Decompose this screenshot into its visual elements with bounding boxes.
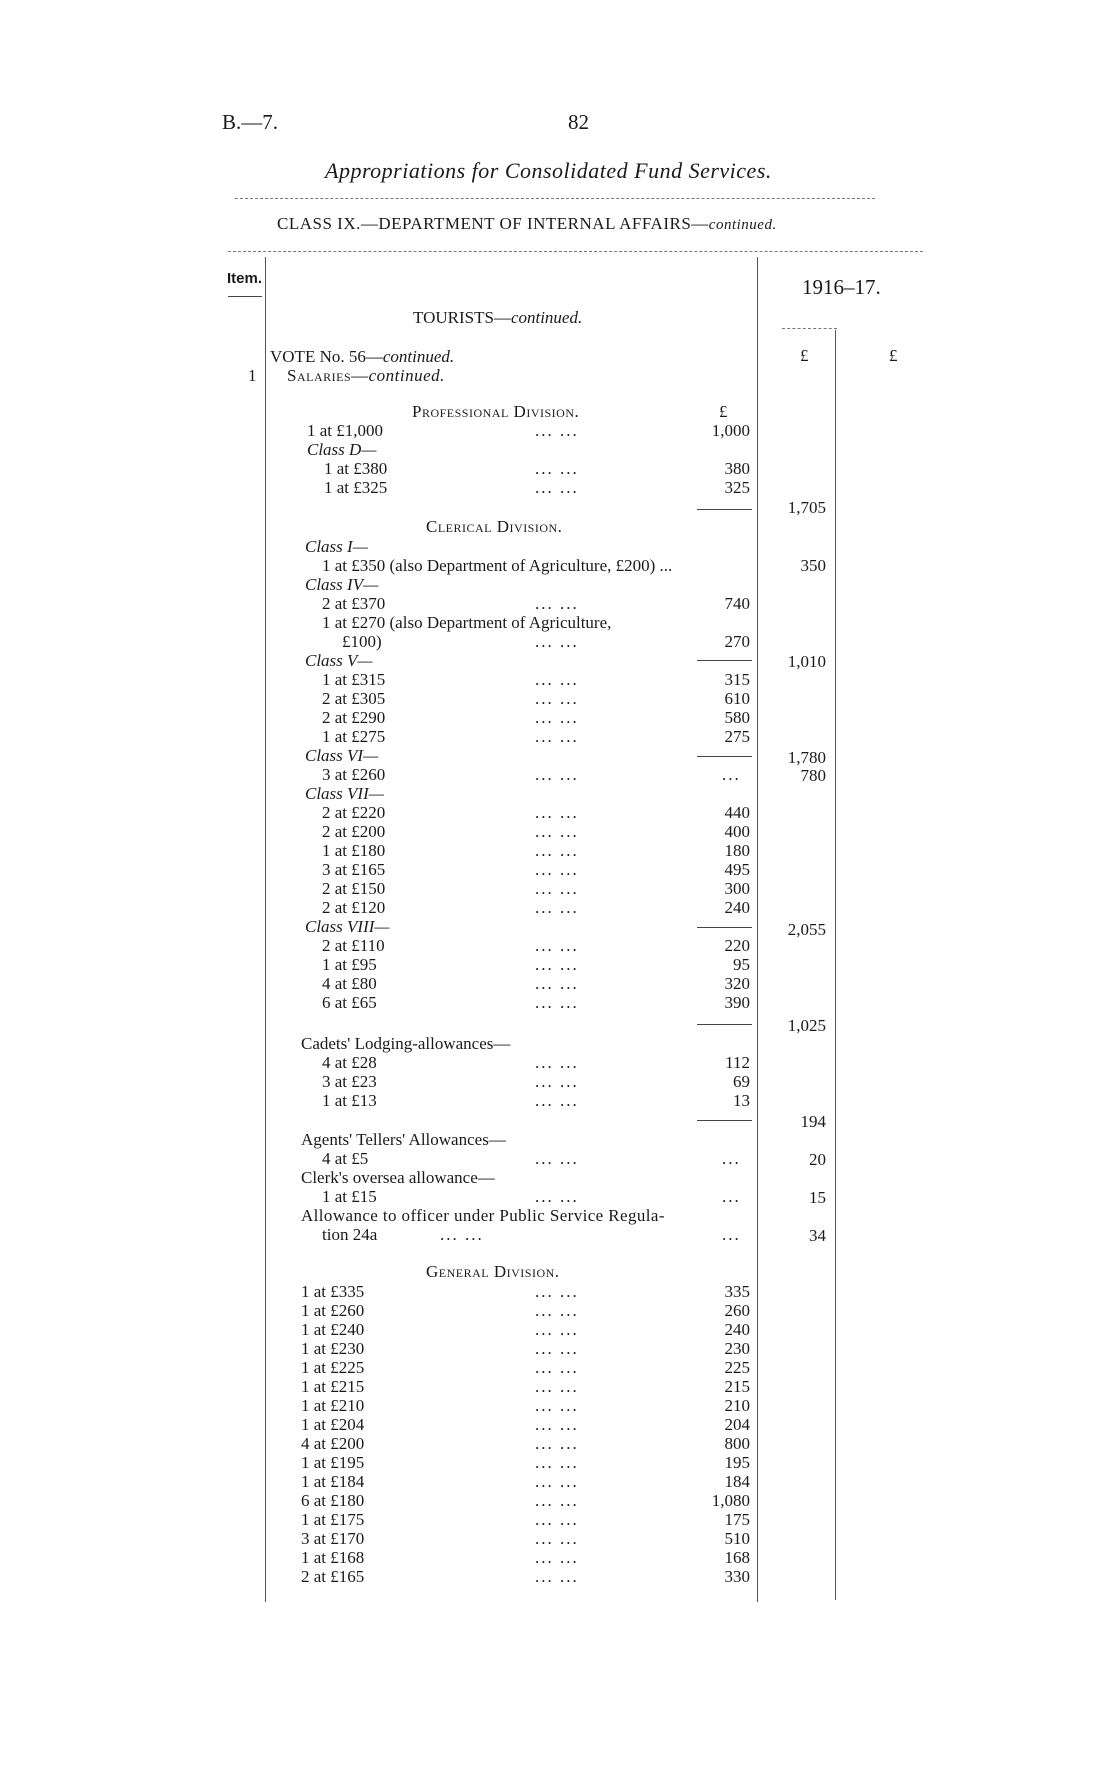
leader-dots: ... ... bbox=[535, 955, 579, 974]
leader-dots: ... ... bbox=[535, 632, 579, 651]
leader-dots: ... ... bbox=[535, 1377, 579, 1396]
page-title: Appropriations for Consolidated Fund Services. bbox=[325, 158, 772, 183]
amount: 112 bbox=[725, 1053, 750, 1072]
amount: 1,080 bbox=[711, 1491, 750, 1510]
list-item: 2 at £370 bbox=[322, 594, 386, 613]
leader-dots: ... ... bbox=[535, 478, 579, 497]
amount: 390 bbox=[724, 993, 750, 1012]
leader-dots: ... ... bbox=[535, 1358, 579, 1377]
list-item: 1 at £225 bbox=[301, 1358, 365, 1377]
amount: 335 bbox=[724, 1282, 750, 1301]
vote-main: VOTE No. 56— bbox=[270, 347, 383, 366]
class-label: Class I— bbox=[305, 537, 368, 556]
tourists-heading bbox=[413, 308, 582, 328]
leader-dots: ... ... bbox=[535, 860, 579, 879]
leader-dots: ... ... bbox=[535, 421, 579, 440]
amount: 330 bbox=[724, 1567, 750, 1586]
class-label: Class V— bbox=[305, 651, 373, 670]
leader-dots: ... ... bbox=[535, 936, 579, 955]
subtotal: 194 bbox=[800, 1112, 826, 1131]
list-item: £100) bbox=[342, 632, 382, 651]
class-label: Class IV— bbox=[305, 575, 379, 594]
list-item: 1 at £230 bbox=[301, 1339, 365, 1358]
amount: 440 bbox=[724, 803, 750, 822]
leader-dots: ... ... bbox=[535, 1149, 579, 1168]
list-item: 1 at £168 bbox=[301, 1548, 365, 1567]
vote-cont: continued. bbox=[382, 347, 455, 366]
leader-dots: ... ... bbox=[535, 1339, 579, 1358]
leader-dots: ... ... bbox=[535, 1072, 579, 1091]
subtotal: 1,010 bbox=[787, 652, 826, 671]
amount: 325 bbox=[724, 478, 750, 497]
leader-dots: ... ... bbox=[535, 459, 579, 478]
item-column-rule bbox=[265, 257, 266, 1602]
list-item: 1 at £175 bbox=[301, 1510, 365, 1529]
general-division-heading: General Division. bbox=[426, 1262, 560, 1281]
divider bbox=[235, 198, 875, 199]
leader-dots: ... bbox=[722, 1149, 741, 1168]
list-item: 1 at £260 bbox=[301, 1301, 365, 1320]
amount: 13 bbox=[733, 1091, 750, 1110]
leader-dots: ... ... bbox=[440, 1225, 484, 1244]
amount: 220 bbox=[724, 936, 750, 955]
list-item: 1 at £315 bbox=[322, 670, 386, 689]
leader-dots: ... ... bbox=[535, 708, 579, 727]
leader-dots: ... ... bbox=[535, 974, 579, 993]
year-divider bbox=[782, 328, 837, 329]
salaries-cont: continued. bbox=[368, 366, 445, 385]
subtotal: 15 bbox=[809, 1188, 826, 1207]
leader-dots: ... bbox=[722, 1187, 741, 1206]
list-item: 2 at £120 bbox=[322, 898, 386, 917]
list-item: 2 at £150 bbox=[322, 879, 386, 898]
list-item: 4 at £80 bbox=[322, 974, 377, 993]
amount: 225 bbox=[724, 1358, 750, 1377]
amount: 260 bbox=[724, 1301, 750, 1320]
list-item: 4 at £200 bbox=[301, 1434, 365, 1453]
list-item: 4 at £5 bbox=[322, 1149, 369, 1168]
sum-rule bbox=[697, 509, 752, 510]
leader-dots: ... ... bbox=[535, 1053, 579, 1072]
amount: 315 bbox=[724, 670, 750, 689]
allowance-heading: Cadets' Lodging-allowances— bbox=[301, 1034, 511, 1053]
class-label: Class VIII— bbox=[305, 917, 390, 936]
list-item: 2 at £220 bbox=[322, 803, 386, 822]
leader-dots: ... ... bbox=[535, 594, 579, 613]
list-item: 3 at £260 bbox=[322, 765, 386, 784]
amount: 580 bbox=[724, 708, 750, 727]
amount: 175 bbox=[724, 1510, 750, 1529]
list-item: 1 at £275 bbox=[322, 727, 386, 746]
amount: 320 bbox=[724, 974, 750, 993]
leader-dots: ... ... bbox=[535, 1415, 579, 1434]
leader-dots: ... ... bbox=[535, 689, 579, 708]
subtotal: 20 bbox=[809, 1150, 826, 1169]
leader-dots: ... ... bbox=[535, 1301, 579, 1320]
sum-rule bbox=[697, 1120, 752, 1121]
item-column-header: Item. bbox=[227, 270, 263, 287]
currency-subtotal: £ bbox=[800, 346, 809, 365]
amount: 400 bbox=[724, 822, 750, 841]
tourists-cont: continued. bbox=[510, 308, 583, 327]
leader-dots: ... ... bbox=[535, 1434, 579, 1453]
list-item: 1 at £204 bbox=[301, 1415, 365, 1434]
amount: 204 bbox=[724, 1415, 750, 1434]
salaries-heading bbox=[287, 366, 445, 386]
class-heading bbox=[277, 214, 777, 234]
professional-division-heading: Professional Division. bbox=[412, 402, 580, 421]
amount: 69 bbox=[733, 1072, 750, 1091]
sum-rule bbox=[697, 660, 752, 661]
list-item: 1 at £184 bbox=[301, 1472, 365, 1491]
amount: 275 bbox=[724, 727, 750, 746]
amount: 740 bbox=[724, 594, 750, 613]
amount: 240 bbox=[724, 1320, 750, 1339]
list-item: 6 at £65 bbox=[322, 993, 377, 1012]
list-item: 2 at £305 bbox=[322, 689, 386, 708]
list-item: 1 at £195 bbox=[301, 1453, 365, 1472]
list-item: 1 at £380 bbox=[324, 459, 388, 478]
amount: 300 bbox=[724, 879, 750, 898]
class-label: Class VII— bbox=[305, 784, 384, 803]
leader-dots: ... ... bbox=[535, 898, 579, 917]
subtotal: 350 bbox=[800, 556, 826, 575]
leader-dots: ... ... bbox=[535, 1453, 579, 1472]
leader-dots: ... ... bbox=[535, 1320, 579, 1339]
list-item: tion 24a bbox=[322, 1225, 378, 1244]
leader-dots: ... ... bbox=[535, 1567, 579, 1586]
class-heading-main: CLASS IX.—DEPARTMENT OF INTERNAL AFFAIRS— bbox=[277, 214, 709, 233]
currency-total: £ bbox=[889, 346, 898, 365]
amount: 230 bbox=[724, 1339, 750, 1358]
subtotal: 780 bbox=[800, 766, 826, 785]
allowance-heading: Clerk's oversea allowance— bbox=[301, 1168, 495, 1187]
currency-column: £ bbox=[719, 402, 728, 421]
class-heading-cont: continued. bbox=[708, 217, 777, 233]
leader-dots: ... ... bbox=[535, 803, 579, 822]
list-item: 1 at £180 bbox=[322, 841, 386, 860]
amount: 800 bbox=[724, 1434, 750, 1453]
leader-dots: ... ... bbox=[535, 1282, 579, 1301]
list-item: 3 at £170 bbox=[301, 1529, 365, 1548]
list-item: 1 at £15 bbox=[322, 1187, 377, 1206]
leader-dots: ... ... bbox=[535, 670, 579, 689]
leader-dots: ... ... bbox=[535, 1472, 579, 1491]
sum-rule bbox=[697, 756, 752, 757]
sum-rule bbox=[697, 927, 752, 928]
item-number: 1 bbox=[248, 366, 257, 385]
subtotal: 1,705 bbox=[787, 498, 826, 517]
amount: 495 bbox=[724, 860, 750, 879]
amount: 1,000 bbox=[711, 421, 750, 440]
list-item: 3 at £165 bbox=[322, 860, 386, 879]
list-item: 1 at £270 (also Department of Agriculture, bbox=[322, 613, 612, 632]
subtotal: 1,780 bbox=[787, 748, 826, 767]
page-number: 82 bbox=[568, 110, 589, 134]
leader-dots: ... ... bbox=[535, 1491, 579, 1510]
list-item: 1 at £325 bbox=[324, 478, 388, 497]
amount: 610 bbox=[724, 689, 750, 708]
clerical-division-heading: Clerical Division. bbox=[426, 517, 563, 536]
leader-dots: ... ... bbox=[535, 1091, 579, 1110]
amount: 184 bbox=[724, 1472, 750, 1491]
amount: 270 bbox=[724, 632, 750, 651]
class-label: Class D— bbox=[307, 440, 377, 459]
list-item: 4 at £28 bbox=[322, 1053, 377, 1072]
amount: 95 bbox=[733, 955, 750, 974]
list-item: 6 at £180 bbox=[301, 1491, 365, 1510]
class-label: Class VI— bbox=[305, 746, 379, 765]
amount-column-rule bbox=[757, 257, 758, 1602]
list-item: 3 at £23 bbox=[322, 1072, 377, 1091]
list-item: 1 at £350 (also Department of Agriculture, £200) ... bbox=[322, 556, 673, 575]
leader-dots: ... ... bbox=[535, 1187, 579, 1206]
document-ref: B.—7. bbox=[222, 110, 279, 134]
leader-dots: ... ... bbox=[535, 879, 579, 898]
year-heading: 1916–17. bbox=[802, 275, 881, 299]
leader-dots: ... ... bbox=[535, 1548, 579, 1567]
list-item: 1 at £215 bbox=[301, 1377, 365, 1396]
amount: 210 bbox=[724, 1396, 750, 1415]
list-item: 2 at £165 bbox=[301, 1567, 365, 1586]
list-item: 2 at £200 bbox=[322, 822, 386, 841]
list-item: 1 at £335 bbox=[301, 1282, 365, 1301]
leader-dots: ... ... bbox=[535, 822, 579, 841]
list-item: 1 at £210 bbox=[301, 1396, 365, 1415]
subtotal-column-rule bbox=[835, 330, 836, 1600]
allowance-heading: Agents' Tellers' Allowances— bbox=[301, 1130, 506, 1149]
leader-dots: ... bbox=[722, 1225, 741, 1244]
list-item: 1 at £240 bbox=[301, 1320, 365, 1339]
subtotal: 1,025 bbox=[787, 1016, 826, 1035]
amount: 215 bbox=[724, 1377, 750, 1396]
amount: 510 bbox=[724, 1529, 750, 1548]
item-underline bbox=[228, 296, 262, 297]
leader-dots: ... bbox=[722, 765, 741, 784]
amount: 168 bbox=[724, 1548, 750, 1567]
leader-dots: ... ... bbox=[535, 993, 579, 1012]
list-item: 1 at £13 bbox=[322, 1091, 377, 1110]
leader-dots: ... ... bbox=[535, 1396, 579, 1415]
list-item: 2 at £290 bbox=[322, 708, 386, 727]
amount: 195 bbox=[724, 1453, 750, 1472]
leader-dots: ... ... bbox=[535, 1510, 579, 1529]
amount: 180 bbox=[724, 841, 750, 860]
leader-dots: ... ... bbox=[535, 841, 579, 860]
salaries-main: Salaries— bbox=[287, 366, 369, 385]
tourists-main: TOURISTS— bbox=[413, 308, 511, 327]
sum-rule bbox=[697, 1024, 752, 1025]
leader-dots: ... ... bbox=[535, 765, 579, 784]
subtotal: 34 bbox=[809, 1226, 826, 1245]
amount: 240 bbox=[724, 898, 750, 917]
leader-dots: ... ... bbox=[535, 1529, 579, 1548]
list-item: 2 at £110 bbox=[322, 936, 385, 955]
list-item: 1 at £95 bbox=[322, 955, 377, 974]
allowance-heading: Allowance to officer under Public Service Regula- bbox=[301, 1206, 665, 1225]
subtotal: 2,055 bbox=[787, 920, 826, 939]
divider bbox=[228, 251, 923, 252]
vote-heading bbox=[270, 347, 454, 367]
leader-dots: ... ... bbox=[535, 727, 579, 746]
amount: 380 bbox=[724, 459, 750, 478]
list-item: 1 at £1,000 bbox=[307, 421, 384, 440]
